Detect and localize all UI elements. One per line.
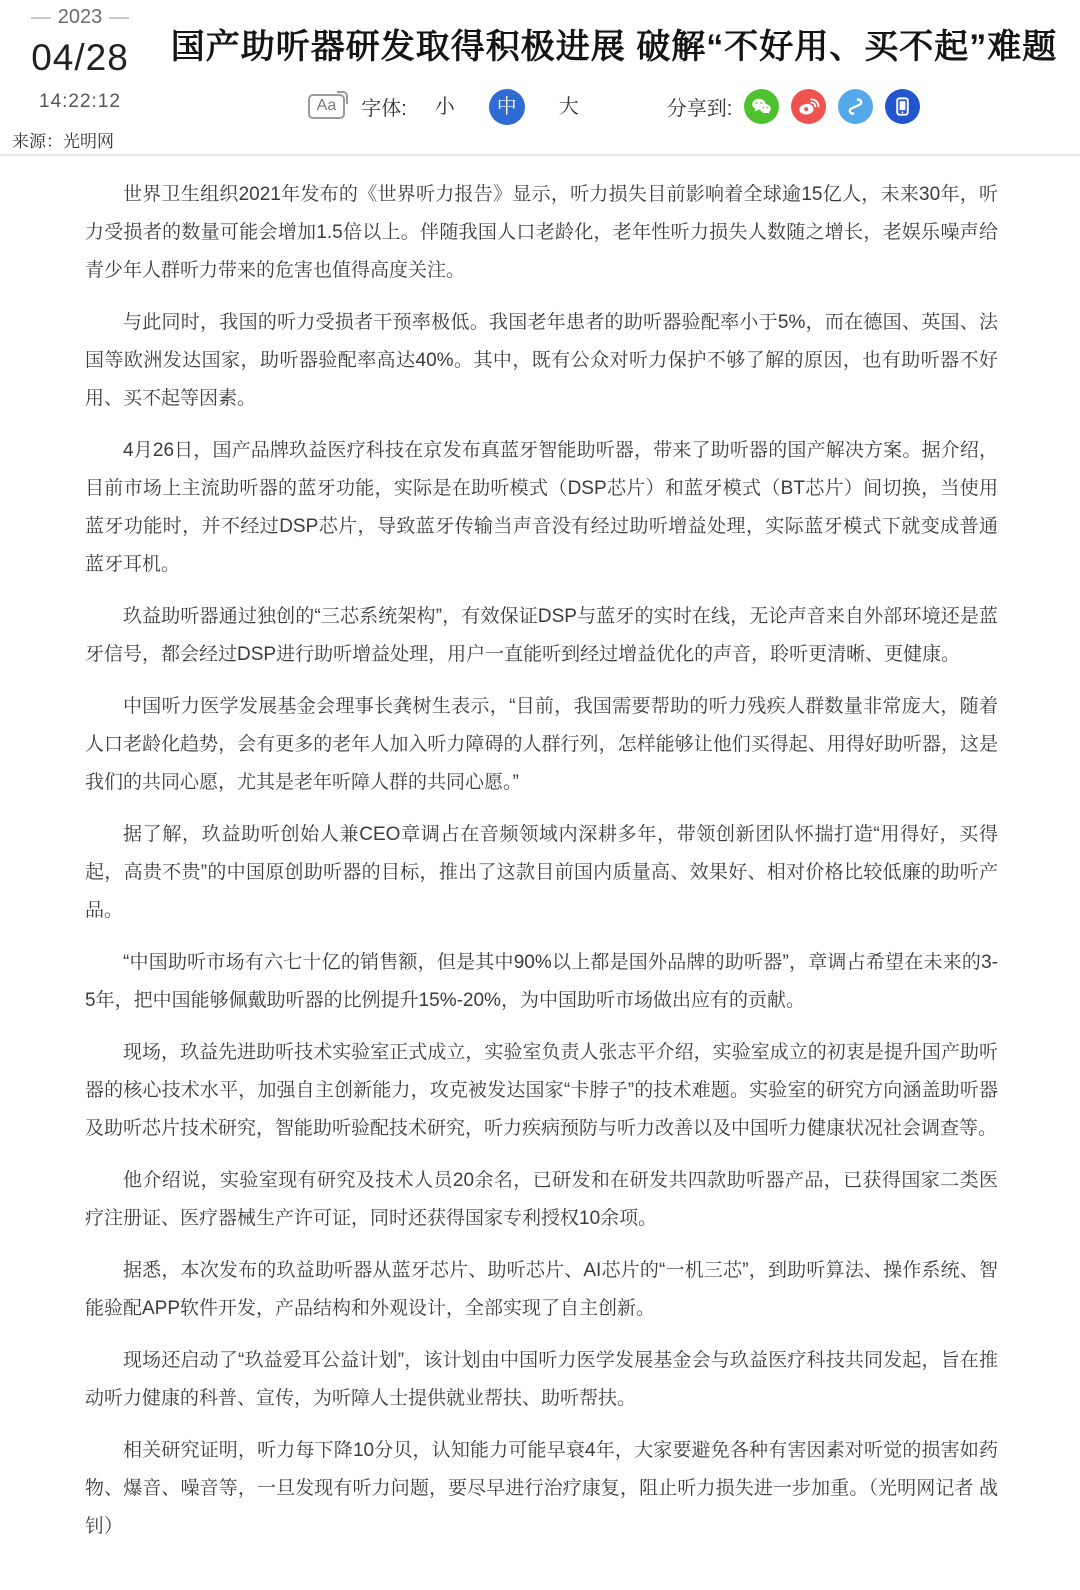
page-title: 国产助听器研发取得积极进展 破解“不好用、买不起”难题 [170, 28, 1058, 66]
paragraph: 现场，玖益先进助听技术实验室正式成立，实验室负责人张志平介绍，实验室成立的初衷是提升国产助听器的核心技术水平，加强自主创新能力，攻克被发达国家“卡脖子”的技术难题。实验室的研究方向涵盖助听器及助听芯片技术研究，智能助听验配技术研究，听力疾病预防与听力改善以及中国听力健康状况社会调查等。 [85, 1042, 998, 1139]
font-size-small-button[interactable]: 小 [434, 95, 455, 118]
paragraph: 4月26日，国产品牌玖益医疗科技在京发布真蓝牙智能助听器，带来了助听器的国产解决方案。据介绍，目前市场上主流助听器的蓝牙功能，实际是在助听模式（DSP芯片）和蓝牙模式（BT芯片）间切换，当使用蓝牙功能时，并不经过DSP芯片，导致蓝牙传输当声音没有经过助听增益处理，实际蓝牙模式下就变成普通蓝牙耳机。 [85, 440, 998, 575]
year-dash-left [31, 17, 51, 19]
wechat-share-icon[interactable] [744, 89, 779, 124]
paragraph: 他介绍说，实验室现有研究及技术人员20余名，已研发和在研发共四款助听器产品，已获得国家二类医疗注册证、医疗器械生产许可证，同时还获得国家专利授权10余项。 [85, 1170, 998, 1229]
paragraph: 相关研究证明，听力每下降10分贝，认知能力可能早衰4年，大家要避免各种有害因素对听觉的损害如药物、爆音、噪音等，一旦发现有听力问题，要尽早进行治疗康复，阻止听力损失进一步加重。（光明网记者 战钊） [85, 1440, 998, 1537]
weibo-share-icon[interactable] [791, 89, 826, 124]
paragraph: 据了解，玖益助听创始人兼CEO章调占在音频领域内深耕多年，带领创新团队怀揣打造“用得好，买得起，高贵不贵”的中国原创助听器的目标，推出了这款目前国内质量高、效果好、相对价格比较低廉的助听产品。 [85, 824, 998, 921]
paragraph: “中国助听市场有六七十亿的销售额，但是其中90%以上都是国外品牌的助听器”，章调占希望在未来的3-5年，把中国能够佩戴助听器的比例提升15%-20%，为中国助听市场做出应有的贡献。 [85, 952, 998, 1011]
publish-time: 14:22:12 [39, 91, 121, 112]
share-link-icon[interactable] [838, 89, 873, 124]
paragraph: 中国听力医学发展基金会理事长龚树生表示，“目前，我国需要帮助的听力残疾人群数量非常庞大，随着人口老龄化趋势，会有更多的老年人加入听力障碍的人群行列，怎样能够让他们买得起、用得好助听器，这是我们的共同心愿，尤其是老年听障人群的共同心愿。” [85, 696, 998, 793]
year-text: 2023 [57, 6, 103, 28]
share-to-label: 分享到: [666, 98, 733, 120]
mobile-share-icon[interactable] [885, 89, 920, 124]
source-label: 来源：光明网 [12, 132, 114, 151]
year-dash-right [109, 17, 129, 19]
paragraph: 与此同时，我国的听力受损者干预率极低。我国老年患者的助听器验配率小于5%，而在德国、英国、法国等欧洲发达国家，助听器验配率高达40%。其中，既有公众对听力保护不够了解的原因，也有助听器不好用、买不起等因素。 [85, 312, 998, 409]
article-toolbar [160, 89, 1068, 125]
paragraph: 世界卫生组织2021年发布的《世界听力报告》显示，听力损失目前影响着全球逾15亿人，未来30年，听力受损者的数量可能会增加1.5倍以上。伴随我国人口老龄化，老年性听力损失人数随之增长，老娱乐噪声给青少年人群听力带来的危害也值得高度关注。 [85, 184, 998, 281]
date-block [10, 6, 150, 152]
font-aa-icon: Aa [308, 94, 346, 119]
paragraph: 现场还启动了“玖益爱耳公益计划”，该计划由中国听力医学发展基金会与玖益医疗科技共同发起，旨在推动听力健康的科普、宣传，为听障人士提供就业帮扶、助听帮扶。 [85, 1350, 998, 1409]
publish-date: 04/28 [31, 37, 129, 78]
font-size-label: 字体: [361, 98, 407, 120]
paragraph: 玖益助听器通过独创的“三芯系统架构”，有效保证DSP与蓝牙的实时在线，无论声音来自外部环境还是蓝牙信号，都会经过DSP进行助听增益处理，用户一直能听到经过增益优化的声音，聆听更清晰、更健康。 [85, 606, 998, 665]
share-group [667, 89, 921, 124]
paragraph: 据悉，本次发布的玖益助听器从蓝牙芯片、助听芯片、AI芯片的“一机三芯”，到助听算法、操作系统、智能验配APP软件开发，产品结构和外观设计，全部实现了自主创新。 [85, 1260, 998, 1319]
article-header [0, 0, 1080, 151]
font-size-medium-button[interactable]: 中 [489, 89, 525, 125]
header-main [160, 26, 1068, 125]
article-body [0, 156, 1080, 1590]
publish-year [10, 6, 150, 29]
font-size-large-button[interactable]: 大 [558, 95, 579, 118]
